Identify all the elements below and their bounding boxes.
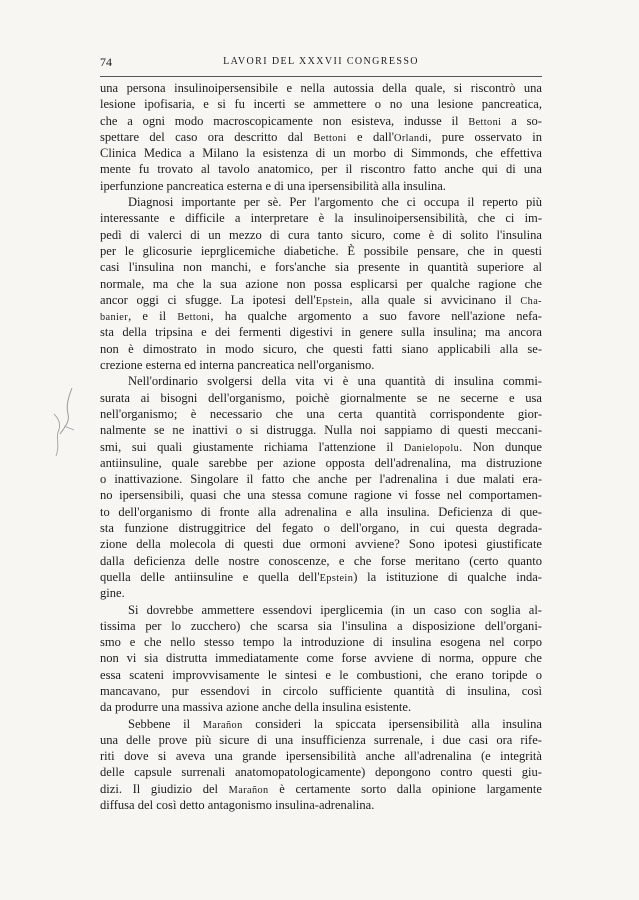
pencil-mark-icon: [44, 384, 84, 464]
text-line: [100, 373, 542, 389]
body-text: [100, 80, 542, 813]
text-line: [100, 194, 542, 210]
paragraph: [100, 602, 542, 716]
header-rule: [100, 76, 542, 77]
text-segment: a so-: [501, 113, 542, 128]
text-segment: nalmente se ne inattivi o si distrugga. Nulla noi sappiamo di questi meccani-: [100, 423, 542, 438]
text-segment: surata ai bisogni dell'organismo, poichè giornalmente se ne secerne e usa: [100, 390, 542, 405]
author-name: Marañon: [202, 719, 243, 731]
text-segment: antiinsuline, quale sarebbe per azione opposta dell'adrenalina, ma distruzione: [100, 455, 542, 470]
author-name: Bettoni: [177, 312, 211, 324]
text-line: [100, 439, 542, 455]
text-segment: diffusa del così detto antagonismo insulina-adrenalina.: [100, 798, 375, 813]
text-segment: per le glicosurie ieprglicemiche diabetiche. È possibile pensare, che in questi: [100, 243, 542, 258]
text-segment: tissima per lo zucchero) che scarsa sia l'insulina a disposizione dell'organi-: [100, 618, 542, 633]
text-line: [100, 259, 542, 275]
text-segment: lesione ipofisaria, e si fu incerti se ammettere o no una lesione pancreatica,: [100, 97, 542, 112]
author-name: banier: [100, 312, 129, 324]
text-line: [100, 602, 542, 618]
text-line: [100, 243, 542, 259]
page-header: [100, 55, 542, 73]
text-segment: pedì di valerci di un mezzo di cura tanto sicuro, come è di solito l'insulina: [100, 227, 542, 242]
text-segment: e dall': [346, 129, 395, 144]
text-segment: Si dovrebbe ammettere essendovi iperglicemia (in un caso con soglia al-: [128, 602, 542, 617]
author-name: Epstein: [319, 572, 354, 584]
text-line: [100, 308, 542, 324]
text-line: [100, 781, 542, 797]
text-segment: una persona insulinoipersensibile e nella autossia della quale, si riscontrò una: [100, 81, 542, 95]
text-line: [100, 276, 542, 292]
text-line: [100, 667, 542, 683]
text-line: [100, 292, 542, 308]
text-segment: Nell'ordinario svolgersi della vita vi è una quantità di insulina commi-: [128, 374, 542, 389]
text-line: [100, 487, 542, 503]
text-segment: consideri la spiccata ipersensibilità alla insulina: [242, 716, 542, 731]
text-line: [100, 536, 542, 552]
text-line: [100, 80, 542, 96]
text-line: [100, 764, 542, 780]
paragraph: [100, 716, 542, 814]
text-segment: , ha qualche argomento a suo favore nell'azione nefa-: [210, 309, 542, 324]
text-line: [100, 96, 542, 112]
text-line: [100, 699, 542, 715]
text-segment: dalla deficienza delle nostre conoscenze, e che forse meritano (certo quanto: [100, 553, 542, 568]
text-segment: è certamente sorto dalla opinione largamente: [268, 781, 542, 796]
text-segment: da produrre una massiva azione anche della insulina esistente.: [100, 700, 412, 715]
text-line: [100, 357, 542, 373]
text-segment: sta funzione distruggitrice del fegato o dell'organo, in cui questa degrada-: [100, 521, 542, 536]
text-segment: che a ogni modo macroscopicamente non esisteva, indusse il: [100, 113, 469, 128]
paragraph: [100, 194, 542, 373]
author-name: Epstein: [315, 295, 350, 307]
text-segment: normale, ma che la sua azione non possa esplicarsi per qualche ragione che: [100, 276, 542, 291]
text-line: [100, 178, 542, 194]
text-segment: dizi. Il giudizio del: [100, 781, 229, 796]
text-segment: iperfunzione pancreatica esterna e di una ipersensibilità alla insulina.: [100, 178, 446, 193]
author-name: Orlandi: [394, 132, 429, 144]
text-line: [100, 324, 542, 340]
page-number: 74: [100, 55, 112, 69]
text-segment: , e il: [128, 309, 178, 324]
text-line: [100, 504, 542, 520]
text-segment: sta della tripsina e dei fermenti digestivi in genere sulla insulina; ma ancora: [100, 325, 542, 340]
text-segment: to dell'organismo di fronte alla adrenalina e alla insulina. Deficienza di que-: [100, 504, 542, 519]
text-segment: delle capsule surrenali anatomopatologicamente) depongono contro questi giu-: [100, 765, 542, 780]
text-segment: Diagnosi importante per sè. Per l'argomento che ci occupa il reperto più: [128, 195, 542, 210]
author-name: Cha-: [520, 295, 542, 307]
text-line: [100, 390, 542, 406]
text-line: [100, 406, 542, 422]
text-segment: non vi sia distrutta immediatamente come forse avviene di norma, oppure che: [100, 651, 542, 666]
text-segment: essa scateni improvvisamente le sintesi e le combustioni, che erano toripde o: [100, 667, 542, 682]
text-line: [100, 618, 542, 634]
text-line: [100, 341, 542, 357]
text-line: [100, 585, 542, 601]
text-line: [100, 553, 542, 569]
text-line: [100, 129, 542, 145]
text-segment: ) la istituzione di qualche inda-: [353, 569, 542, 584]
text-segment: , pure osservato in: [428, 129, 542, 144]
text-segment: riti dove si aveva una grande ipersensibilità anche all'adrenalina (e integrità: [100, 749, 542, 764]
text-segment: quella delle antiinsuline e quella dell': [100, 569, 320, 584]
text-line: [100, 650, 542, 666]
text-line: [100, 732, 542, 748]
text-line: [100, 683, 542, 699]
text-segment: no ipersensibili, quasi che una stessa comune ragione vi fosse nel comportamen-: [100, 488, 542, 503]
text-line: [100, 634, 542, 650]
paragraph: [100, 80, 542, 194]
text-line: [100, 748, 542, 764]
text-line: [100, 471, 542, 487]
text-line: [100, 455, 542, 471]
text-segment: non è dimostrato in modo sicuro, che questi fatti siano applicabili alla se-: [100, 341, 542, 356]
text-line: [100, 797, 542, 813]
author-name: Danielopolu: [403, 442, 460, 454]
text-line: [100, 161, 542, 177]
text-segment: casi l'insulina non manchi, e fors'anche sia presente in quantità superiore al: [100, 260, 542, 275]
text-line: [100, 210, 542, 226]
text-segment: interessante e difficile a interpretare è la insulinoipersensibilità, che ci im-: [100, 211, 542, 226]
author-name: Bettoni: [313, 132, 347, 144]
text-segment: smo e che nello stesso tempo la introduzione di insulina esogena nel corpo: [100, 635, 542, 650]
text-line: [100, 716, 542, 732]
text-segment: Clinica Medica a Milano la esistenza di un morbo di Simmonds, che effettiva: [100, 146, 542, 161]
author-name: Marañon: [228, 784, 269, 796]
text-segment: zione della molecola di questi due ormoni avviene? Sono ipotesi giustificate: [100, 537, 542, 552]
text-segment: Sebbene il: [128, 716, 203, 731]
text-line: [100, 113, 542, 129]
text-segment: . Non dunque: [459, 439, 542, 454]
text-segment: mancavano, pur essendovi in circolo sufficiente quantità di insulina, così: [100, 683, 542, 698]
running-title: LAVORI DEL XXXVII CONGRESSO: [223, 56, 419, 67]
text-segment: smi, sui quali giustamente richiama l'attenzione il: [100, 439, 404, 454]
paragraph: [100, 373, 542, 601]
text-segment: gine.: [100, 586, 125, 601]
text-line: [100, 520, 542, 536]
text-segment: o inattivazione. Singolare il fatto che anche per l'adrenalina i due malati era-: [100, 472, 542, 487]
text-segment: , alla quale si avvicinano il: [349, 292, 521, 307]
text-line: [100, 227, 542, 243]
author-name: Bettoni: [468, 116, 502, 128]
text-segment: spettare del caso ora descritto dal: [100, 129, 314, 144]
text-segment: crezione esterna ed interna pancreatica nell'organismo.: [100, 358, 375, 373]
text-segment: ancor oggi ci sfugge. La ipotesi dell': [100, 292, 316, 307]
text-segment: una delle prove più sicure di una insufficienza surrenale, i due casi ora rife-: [100, 732, 542, 747]
text-line: [100, 569, 542, 585]
text-line: [100, 422, 542, 438]
text-segment: mente fu trovato al tavolo anatomico, per il riscontro fatto anche qui di una: [100, 162, 542, 177]
text-segment: nell'organismo; è necessario che una certa quantità corrispondente gior-: [100, 406, 542, 421]
text-line: [100, 145, 542, 161]
